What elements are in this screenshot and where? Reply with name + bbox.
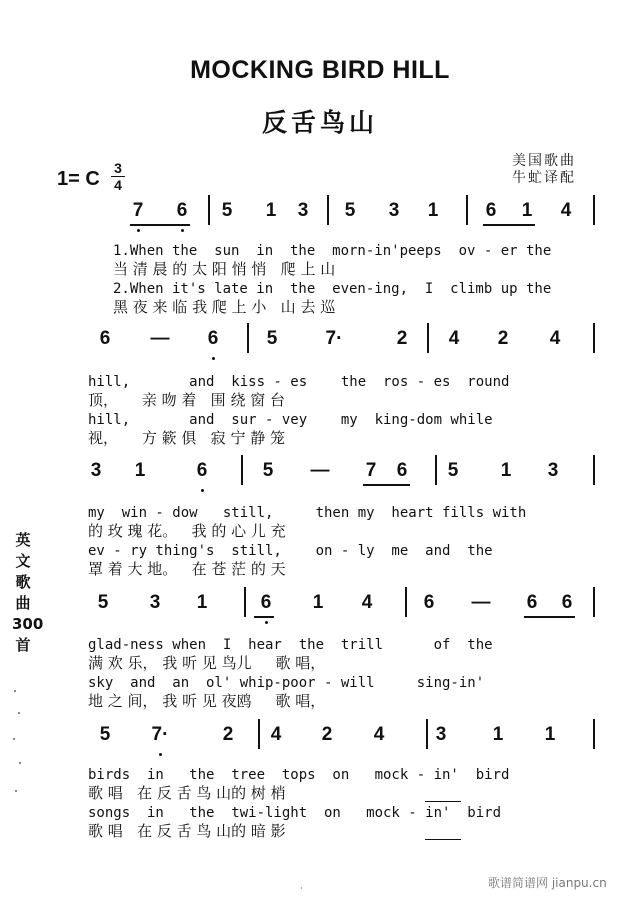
note: 5	[221, 200, 233, 221]
beam-underline	[363, 484, 410, 486]
note: 1	[492, 724, 504, 745]
note: 6	[260, 592, 272, 613]
arranger-credit: 牛虻译配	[512, 170, 576, 186]
lyric-verse2-cn: 地 之 间， 我 听 见 夜鸥 歌 唱，	[88, 692, 326, 710]
time-signature-top: 3	[114, 160, 122, 176]
note: 5	[99, 724, 111, 745]
note: 6	[485, 200, 497, 221]
lyric-verse2-cn: 罩 着 大 地。 在 苍 茫 的 天	[88, 560, 286, 578]
note: 1	[265, 200, 277, 221]
barline	[593, 719, 595, 749]
lyric-verse2-en: hill, and sur - vey my king-dom while	[88, 412, 493, 428]
note: 4	[361, 592, 373, 613]
note: 5	[344, 200, 356, 221]
lyric-verse2-en: 2.When it's late in the even-ing, I climb up the	[113, 281, 552, 297]
note: —	[150, 328, 170, 349]
note: 1	[521, 200, 533, 221]
note: 7·	[151, 724, 169, 745]
note: 7	[132, 200, 144, 221]
note: 1	[500, 460, 512, 481]
lyric-verse2-cn: 黑 夜 来 临 我 爬 上 小 山 去 巡	[113, 298, 336, 316]
note: 1	[544, 724, 556, 745]
note: 1	[196, 592, 208, 613]
note: 3	[435, 724, 447, 745]
song-title: MOCKING BIRD HILL	[190, 56, 450, 84]
note: 6	[396, 460, 408, 481]
note: 2	[321, 724, 333, 745]
octave-dot	[212, 357, 215, 360]
note: —	[310, 460, 330, 481]
barline	[593, 587, 595, 617]
note: 2	[497, 328, 509, 349]
note: 6	[561, 592, 573, 613]
octave-dot	[265, 621, 268, 624]
note: 7	[365, 460, 377, 481]
song-subtitle: 反舌鸟山	[261, 108, 378, 137]
lyric-verse1-en: 1.When the sun in the morn-in'peeps ov - er the	[113, 243, 552, 259]
barline	[327, 195, 329, 225]
lyric-underline	[425, 801, 461, 802]
octave-dot	[137, 229, 140, 232]
note: 4	[549, 328, 561, 349]
lyric-underline	[425, 839, 461, 840]
lyric-verse2-en: sky and an ol' whip-poor - will sing-in'	[88, 675, 485, 691]
lyric-verse2-en: ev - ry thing's still, on - ly me and the	[88, 543, 493, 559]
note: 1	[134, 460, 146, 481]
beam-underline	[483, 224, 535, 226]
watermark: 歌谱简谱网 jianpu.cn	[488, 876, 607, 890]
note: 5	[262, 460, 274, 481]
note: 1	[312, 592, 324, 613]
barline	[247, 323, 249, 353]
note: 6	[207, 328, 219, 349]
note: 5	[266, 328, 278, 349]
lyric-verse2-cn: 视， 方 簌 俱 寂 宁 静 笼	[88, 429, 285, 447]
barline	[593, 455, 595, 485]
octave-dot	[181, 229, 184, 232]
barline	[427, 323, 429, 353]
note: 2	[222, 724, 234, 745]
note: 1	[427, 200, 439, 221]
beam-underline	[524, 616, 575, 618]
barline	[208, 195, 210, 225]
lyric-verse1-cn: 当 清 晨 的 太 阳 悄 悄 爬 上 山	[113, 260, 336, 278]
octave-dot	[201, 489, 204, 492]
lyric-verse1-en: my win - dow still, then my heart fills with	[88, 505, 527, 521]
lyric-verse1-cn: 的 玫 瑰 花。 我 的 心 儿 充	[88, 522, 286, 540]
lyric-verse1-en: glad-ness when I hear the trill of the	[88, 637, 493, 653]
barline	[258, 719, 260, 749]
barline	[466, 195, 468, 225]
beam-underline	[254, 616, 274, 618]
lyric-verse1-cn: 歌 唱 在 反 舌 鸟 山的 树 梢	[88, 784, 286, 802]
note: 3	[149, 592, 161, 613]
note: 3	[547, 460, 559, 481]
note: 6	[526, 592, 538, 613]
key-signature: 1= C	[57, 168, 100, 190]
note: 6	[176, 200, 188, 221]
octave-dot	[159, 753, 162, 756]
barline	[435, 455, 437, 485]
beam-underline	[130, 224, 190, 226]
note: 6	[423, 592, 435, 613]
note: 7·	[325, 328, 343, 349]
origin-credit: 美国歌曲	[512, 153, 576, 169]
lyric-verse1-en: birds in the tree tops on mock - in' bird	[88, 767, 510, 783]
side-book-label: 英文歌曲300首	[12, 531, 44, 654]
lyric-verse1-cn: 顶， 亲 吻 着 围 绕 窗 台	[88, 391, 285, 409]
lyric-verse2-cn: 歌 唱 在 反 舌 鸟 山的 暗 影	[88, 822, 286, 840]
barline	[593, 323, 595, 353]
barline	[593, 195, 595, 225]
barline	[405, 587, 407, 617]
page-mark: ·	[300, 884, 303, 893]
lyric-verse2-en: songs in the twi-light on mock - in' bird	[88, 805, 502, 821]
note: —	[471, 592, 491, 613]
note: 3	[388, 200, 400, 221]
note: 6	[99, 328, 111, 349]
time-signature-bottom: 4	[114, 177, 122, 193]
lyric-verse1-en: hill, and kiss - es the ros - es round	[88, 374, 510, 390]
note: 4	[373, 724, 385, 745]
note: 5	[97, 592, 109, 613]
note: 3	[297, 200, 309, 221]
lyric-verse1-cn: 满 欢 乐， 我 听 见 鸟儿 歌 唱，	[88, 654, 326, 672]
barline	[426, 719, 428, 749]
barline	[241, 455, 243, 485]
note: 4	[448, 328, 460, 349]
note: 4	[270, 724, 282, 745]
barline	[244, 587, 246, 617]
note: 2	[396, 328, 408, 349]
note: 6	[196, 460, 208, 481]
note: 3	[90, 460, 102, 481]
note: 4	[560, 200, 572, 221]
note: 5	[447, 460, 459, 481]
